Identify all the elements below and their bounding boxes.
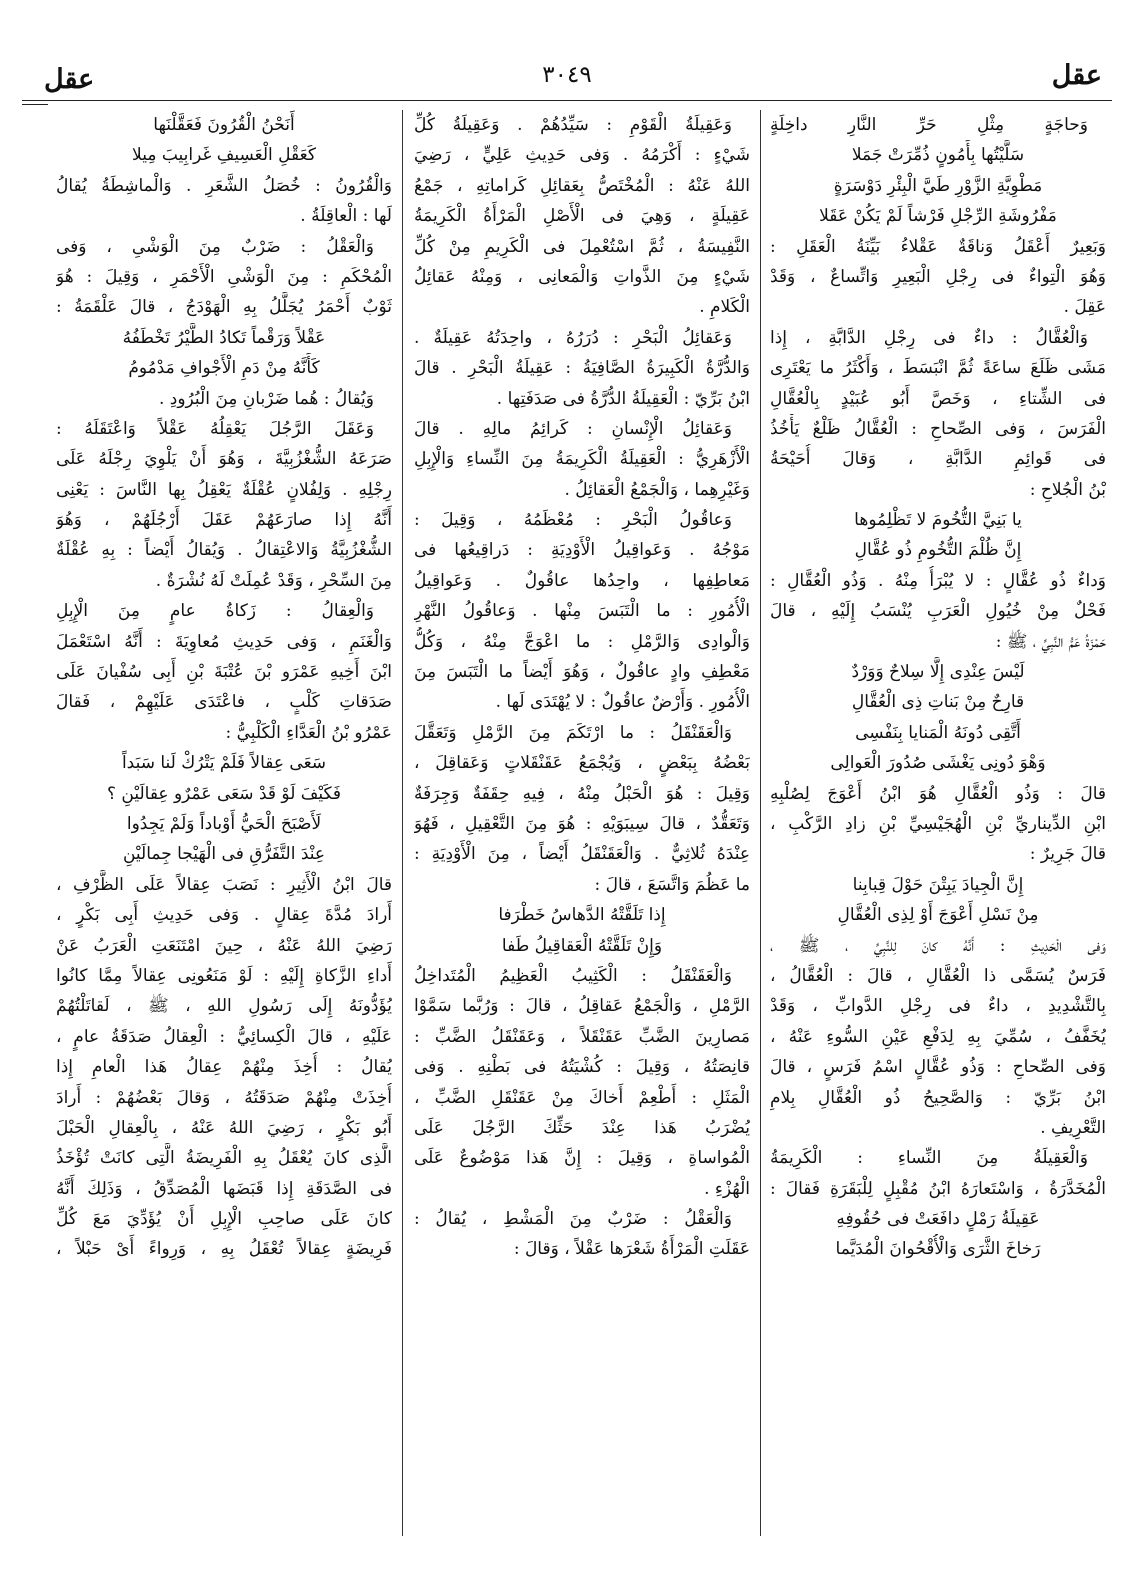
verse-line: لَيْسَ عِنْدِى إِلَّا سِلاحٌ وَوَرْدٌ bbox=[851, 662, 1025, 683]
text-line: وَالْعَقْلُ : ضَرْبٌ مِنَ الْوَشْىِ ، وَفى bbox=[56, 236, 374, 257]
text-line: بِالتَّشْدِيدِ ، داءٌ فى رِجْلِ الدَّوابِّ ، وَقَدْ bbox=[770, 996, 1106, 1017]
text-line: ما عَظُمَ وَاتَّسَعَ ، قالَ : bbox=[594, 874, 750, 895]
verse-line: مِنْ نَسْلِ أَعْوَجَ أَوْ لِذِى الْعُقَّالِ bbox=[837, 905, 1039, 926]
text-line: الْمَثَلِ : أَطْعِمْ أَخاكَ مِنْ عَقَنْقَلِ الضَّبِّ ، bbox=[414, 1087, 750, 1108]
text-line: وَالْعَقِيلَةُ مِنَ النِّساءِ : الْكَرِيمَةُ bbox=[770, 1148, 1088, 1169]
text-line: وَالْعُقَّالُ : داءٌ فى رِجْلِ الدَّابَّةِ ، إِذا bbox=[770, 327, 1088, 348]
text-line: يُضْرَبُ هَذا عِنْدَ حَثِّكَ الرَّجُلَ عَلَى bbox=[414, 1117, 750, 1138]
text-line: الشُّغْزُبِيَّةُ وَالاعْتِقالُ . وَيُقالُ أَيْضاً : بِهِ عُقْلَةٌ bbox=[56, 540, 392, 561]
verse-line: وَإِنْ تَلَقَّتْهُ الْعَقاقِيلُ طَفا bbox=[501, 935, 663, 956]
verse-line: أَنَحْنُ الْقُرُونَ فَعَقَّلْنَها bbox=[153, 115, 295, 135]
verse-line: عِنْدَ التَّفَرُّقِ فى الْهَيْجا جِمالَيْنِ bbox=[122, 844, 326, 865]
verse-line: وَهْوَ دُونِى يَغْشَى صُدُورَ الْعَوالِى bbox=[830, 753, 1046, 774]
text-line: فَرِيضَةٍ عِقالاً تُعْقَلُ بِهِ ، وَرِواءً أَىْ حَبْلاً ، bbox=[56, 1239, 392, 1260]
text-line: وَتَعَقُّدٌ ، قالَ سِيبَوَيْهِ : هُوَ مِنَ التَّعْقِيلِ ، فَهُوَ bbox=[414, 813, 750, 834]
text-line: عِنْدَهُ ثُلاثِيٌّ . وَالْعَقَنْقَلُ أَيْضاً ، مِنَ الْأَوْدِيَةِ : bbox=[414, 844, 750, 865]
text-line: وَبَعِيرٌ أَعْقَلُ وَناقَةٌ عَقْلاءُ بَيِّنَةُ الْعَقَلِ : bbox=[770, 236, 1106, 257]
text-line: وَالْوادِى وَالرَّمْلِ : ما اعْوَجَّ مِنْهُ ، وَكُلُّ bbox=[414, 631, 750, 652]
text-line: الْمُحْكَمِ : مِنَ الْوَشْىِ الْأَحْمَرِ ، وَقِيلَ : هُوَ bbox=[56, 266, 392, 287]
text-line: فَحْلٌ مِنْ خُيُولِ الْعَرَبِ يُنْسَبُ إِلَيْهِ ، قالَ bbox=[770, 601, 1106, 622]
dictionary-page bbox=[22, 48, 1112, 1558]
text-line: فى قَوائِمِ الدَّابَّةِ ، وَقالَ أُحَيْحَةُ bbox=[770, 449, 1106, 470]
text-line: الْمُخَدَّرَةُ ، وَاسْتَعارَهُ ابْنُ مُقْبِلٍ لِلْبَقَرَةِ فَقالَ : bbox=[770, 1178, 1106, 1199]
verse-line: قارِحٌ مِنْ بَناتِ ذِى الْعُقَّالِ bbox=[851, 692, 1025, 713]
text-line: عَقِيلَةٍ ، وَهِيَ فى الْأَصْلِ الْمَرْأَةُ الْكَرِيمَةُ bbox=[414, 206, 750, 227]
verse-line: عَقْلاً وَرَقْماً تَكادُ الطَّيْرُ تَخْطَفُهُ bbox=[122, 327, 326, 348]
text-line: وَعَقَلَ الرَّجُلَ يَعْقِلُهُ عَقْلاً وَاعْتَقَلَهُ : bbox=[56, 418, 374, 439]
header-rule-tick bbox=[22, 104, 48, 105]
text-line: فَرَسٌ يُسَمَّى ذا الْعُقَّالِ ، قالَ : الْعُقَّالُ ، bbox=[770, 965, 1106, 986]
verse-line: كَأَنَّهُ مِنْ دَمِ الْأَجْوافِ مَدْمُومُ bbox=[128, 358, 320, 379]
text-line: مَعاطِفِها ، واحِدُها عاقُولٌ . وَعَواقِيلُ bbox=[414, 570, 750, 591]
text-line: ابْنُ بَرِّيّ : الْعَقِيلَةُ الدُّرَّةُ فى صَدَفَتِها . bbox=[496, 388, 750, 409]
text-line: أَداءِ الزَّكاةِ إِلَيْهِ : لَوْ مَنَعُونِى عِقالاً مِمَّا كانُوا bbox=[56, 965, 392, 986]
text-line: عَقِلَ . bbox=[1063, 297, 1106, 318]
verse-line: عَقِيلَةُ رَمْلٍ دافَعَتْ فى حُقُوفِهِ bbox=[836, 1209, 1040, 1230]
text-line: قالَ ابْنُ الْأَثِيرِ : نَصَبَ عِقالاً عَلَى الظَّرْفِ ، bbox=[56, 874, 392, 895]
text-line: شَيْءٍ مِنَ الذَّواتِ وَالْمَعانِى ، وَمِنْهُ عَقائِلُ bbox=[414, 266, 750, 287]
verse-line: سَلَّيْتُها بِأَمُونٍ ذُمِّرَتْ جَمَلا bbox=[851, 145, 1025, 166]
text-line: ابْنَ أَخِيهِ عَمْرَو بْنَ عُتْبَةَ بْنِ أَبِى سُفْيانَ عَلَى bbox=[56, 662, 392, 683]
text-line: عَمْرُو بْنُ الْعَدَّاءِ الْكَلْبِيُّ : bbox=[225, 722, 392, 743]
running-head-right: عقل bbox=[1051, 60, 1102, 91]
text-line: وَفى الْحَدِيثِ : أَنَّهُ كانَ لِلنَّبِيِّ ، ﷺ ، bbox=[770, 935, 1106, 956]
text-line: يُؤَدُّونَهُ إِلَى رَسُولِ اللهِ ، ﷺ ، لَقاتَلْتُهُمْ bbox=[56, 996, 392, 1017]
text-line: الْهُزْءِ . bbox=[704, 1178, 750, 1199]
text-line: بَعْضُهُ بِبَعْضٍ ، وَيُجْمَعُ عَقَنْقَلاتٍ وَعَقاقِلَ ، bbox=[414, 753, 750, 774]
text-line: اللهُ عَنْهُ : الْمُخْتَصُّ بِعَقائِلِ كَراماتِهِ ، جَمْعُ bbox=[414, 175, 750, 196]
text-line: وَعَقائِلُ الْإِنْسانِ : كَرائِمُ مالِهِ . قالَ bbox=[414, 418, 732, 439]
verse-line: رَخاخَ الثَّرَى وَالْأُقْحُوانَ الْمُدَيَّما bbox=[835, 1239, 1041, 1260]
text-line: الْمُواساةِ ، وَقِيلَ : إِنَّ هَذا مَوْضُوعٌ عَلَى bbox=[414, 1148, 750, 1169]
text-line: وَالْعَقْلُ : ضَرْبٌ مِنَ الْمَشْطِ ، يُقالُ : bbox=[414, 1209, 732, 1230]
text-line: وَحاجَةٍ مِثْلِ حَرِّ النَّارِ داخِلَةٍ bbox=[770, 115, 1088, 135]
text-line: عَلَيْهِ ، قالَ الْكِسائِيُّ : الْعِقالُ صَدَقَةُ عامٍ ، bbox=[56, 1026, 392, 1047]
text-line: الَّذِى كانَ يُعْقَلُ بِهِ الْفَرِيضَةُ الَّتِى كانَتْ تُؤْخَذُ bbox=[56, 1148, 392, 1169]
column-divider bbox=[760, 110, 761, 1536]
column-left bbox=[56, 110, 392, 1558]
column-right bbox=[770, 110, 1106, 1558]
text-line: الْأُمُورِ : ما الْتَبَسَ مِنْها . وَعاقُولُ النَّهْرِ bbox=[414, 601, 750, 622]
text-line: يُخَفَّفُ ، سُمِّيَ بِهِ لِدَفْعِ عَيْنِ السُّوءِ عَنْهُ ، bbox=[770, 1026, 1106, 1047]
text-line: وَالْقُرُونُ : خُصَلُ الشَّعَرِ . وَالْماشِطَةُ يُقالُ bbox=[56, 175, 392, 196]
text-line: فى الصَّدَقَةِ إِذا قَبَضَها الْمُصَدِّقُ ، وَذَلِكَ أَنَّهُ bbox=[56, 1178, 392, 1199]
running-head-left: عقل bbox=[44, 64, 95, 95]
text-line: لَها : الْعاقِلَةُ . bbox=[300, 206, 392, 227]
text-line: وَعاقُولُ الْبَحْرِ : مُعْظَمُهُ ، وَقِيلَ : bbox=[414, 510, 732, 531]
text-line: مَصارِينَ الضَّبِّ عَقَنْقَلاً ، وَعَقَنْقَلُ الضَّبِّ : bbox=[414, 1026, 750, 1047]
text-line: قالَ جَرِيرٌ : bbox=[1029, 844, 1106, 865]
text-line: ابْنِ الدِّيناريِّ بْنِ الْهُجَيْسِيِّ بْنِ زادِ الرَّكْبِ ، bbox=[770, 813, 1106, 834]
text-line: وَغَيْرِهِما ، وَالْجَمْعُ الْعَقائِلُ . bbox=[564, 479, 750, 500]
text-line: مِنَ السِّحْرِ ، وَقَدْ عُمِلَتْ لَهُ نُشْرَةٌ . bbox=[155, 570, 392, 591]
text-line: وَهُوَ الْتِواءٌ فى رِجْلِ الْبَعِيرِ وَاتِّساعٌ ، وَقَدْ bbox=[770, 266, 1106, 287]
text-line: الْأَزْهَرِيُّ : الْعَقِيلَةُ الْكَرِيمَةُ مِنَ النِّساءِ وَالْإِبِلِ bbox=[414, 449, 750, 470]
text-line: أَبُو بَكْرٍ ، رَضِيَ اللهُ عَنْهُ ، بِالْعِقالِ الْحَبْلَ bbox=[56, 1117, 392, 1138]
verse-line: إِنَّ الْجِيادَ يَبِتْنَ حَوْلَ قِبابِنا bbox=[852, 874, 1024, 895]
text-line: قالَ : وَذُو الْعُقَّالِ هُوَ ابْنُ أَعْوَجَ لِصُلْبِهِ bbox=[770, 783, 1106, 804]
verse-line: سَعَى عِقالاً فَلَمْ يَتْرُكْ لَنا سَبَداً bbox=[121, 753, 327, 774]
text-line: مَوْجُهُ . وَعَواقِيلُ الْأَوْدِيَةِ : دَراقِيعُها فى bbox=[414, 540, 750, 561]
page-number: ٣٠٤٩ bbox=[542, 62, 592, 88]
text-line: صَرَعَهُ الشُّغْزُبِيَّةَ ، وَهُوَ أَنْ يَلْوِيَ رِجْلَهُ عَلَى bbox=[56, 449, 392, 470]
text-line: وَالْعَقَنْقَلُ : الْكَثِيبُ الْعَظِيمُ الْمُتَداخِلُ bbox=[414, 965, 732, 986]
text-line: وَعَقِيلَةُ الْقَوْمِ : سَيِّدُهُمْ . وَعَقِيلَةُ كُلِّ bbox=[414, 115, 732, 135]
verse-line: مَطْوِيَّةِ الزَّوْرِ طَيَّ الْبِئْرِ دَوْسَرَةٍ bbox=[833, 175, 1043, 196]
text-line: الْفَرَسَ ، وَفى الصِّحاحِ : الْعُقَّالُ ظَلْعٌ يَأْخُذُ bbox=[770, 418, 1106, 439]
verse-line: فَكَيْفَ لَوْ قَدْ سَعَى عَمْرٌو عِقالَيْنِ ؟ bbox=[106, 783, 342, 804]
text-line: ابْنُ بَرِّيّ : وَالصَّحِيحُ ذُو الْعُقَّالِ بِلامِ bbox=[770, 1087, 1106, 1108]
text-line: النَّفِيسَةُ ، ثُمَّ اسْتُعْمِلَ فى الْكَرِيمِ مِنْ كُلِّ bbox=[414, 236, 750, 257]
text-line: مَشَى ظَلَعَ ساعَةً ثُمَّ انْبَسَطَ ، وَأَكْثَرُ ما يَعْتَرِى bbox=[770, 358, 1106, 379]
text-line: وَداءٌ ذُو عُقَّالٍ : لا يُبْرَأُ مِنْهُ . وَذُو الْعُقَّالِ : bbox=[770, 570, 1106, 591]
text-line: الْأُمُورِ . وَأَرْضٌ عاقُولٌ : لا يُهْتَدَى لَها . bbox=[495, 692, 750, 713]
text-line: وَيُقالُ : هُما ضَرْبانِ مِنَ الْبُرُودِ . bbox=[158, 388, 374, 409]
text-line: وَالدُّرَّةُ الْكَبِيرَةُ الصَّافِيَةُ : عَقِيلَةُ الْبَحْرِ . قالَ bbox=[414, 358, 750, 379]
verse-line: إِنَّ ظُلْمَ التُّخُومِ ذُو عُقَّالِ bbox=[854, 540, 1022, 561]
text-line: وَعَقائِلُ الْبَحْرِ : دُرَرُهُ ، واحِدَتُهُ عَقِيلَةٌ . bbox=[414, 327, 732, 348]
page-header bbox=[22, 48, 1112, 95]
text-line: أُخِذَتْ مِنْهُمْ صَدَقَتُهُ ، وَقالَ بَعْضُهُمْ : أَرادَ bbox=[56, 1087, 392, 1108]
verse-line: كَعَقْلِ الْعَسِيفِ غَرابِيبَ مِيلا bbox=[132, 145, 316, 166]
text-line: بْنُ الْجُلاحِ : bbox=[1029, 479, 1106, 500]
column-divider bbox=[402, 110, 403, 1536]
text-columns bbox=[26, 110, 1108, 1558]
text-line: وَالْعَقَنْقَلُ : ما ارْتَكَمَ مِنَ الرَّمْلِ وَتَعَقَّلَ bbox=[414, 722, 732, 743]
text-line: حَمْزَةُ عَمُّ النَّبِيِّ ، ﷺ : bbox=[995, 631, 1106, 652]
text-line: ثَوْبٌ أَحْمَرُ يُجَلَّلُ بِهِ الْهَوْدَجُ ، قالَ عَلْقَمَةُ : bbox=[56, 297, 392, 318]
column-middle bbox=[414, 110, 750, 1558]
verse-line: يا بَنِيَّ التُّخُومَ لا تَظْلِمُوها bbox=[854, 510, 1022, 531]
verse-line: مَفْرُوشَةِ الرِّجْلِ فَرْشاً لَمْ يَكُنْ عَقَلا bbox=[819, 206, 1057, 227]
text-line: أَرادَ مُدَّةَ عِقالٍ . وَفى حَدِيثِ أَبِى بَكْرٍ ، bbox=[56, 905, 392, 926]
text-line: وَفى الصِّحاحِ : وَذُو عُقَّالٍ اسْمُ فَرَسٍ ، قالَ bbox=[770, 1057, 1106, 1078]
text-line: الرَّمْلِ ، وَالْجَمْعُ عَقاقِلُ ، قالَ : وَرُبَّما سَمَّوْا bbox=[414, 996, 750, 1017]
text-line: وَقِيلَ : هُوَ الْحَبْلُ مِنْهُ ، فِيهِ حِقَفَةٌ وَجِرَفَةٌ bbox=[414, 783, 750, 804]
text-line: الْكَلامِ . bbox=[699, 297, 750, 318]
text-line: رِجْلِهِ . وَلِفُلانٍ عُقْلَةٌ يَعْقِلُ بِها النَّاسَ : يَعْنِى bbox=[56, 479, 392, 500]
text-line: أَنَّهُ إِذا صارَعَهُمْ عَقَلَ أَرْجُلَهُمْ ، وَهُوَ bbox=[56, 510, 392, 531]
text-line: التَّعْرِيفِ . bbox=[1040, 1117, 1106, 1138]
text-line: مَعْطِفِ وادٍ عاقُولٌ ، وَهُوَ أَيْضاً ما الْتَبَسَ مِنَ bbox=[414, 662, 750, 683]
text-line: يُقالُ : أُخِذَ مِنْهُمْ عِقالُ هَذا الْعامِ إِذا bbox=[56, 1057, 392, 1078]
header-rule bbox=[22, 100, 1112, 101]
text-line: فى الشِّتاءِ ، وَخَصَّ أَبُو عُبَيْدٍ بِالْعُقَّالِ bbox=[770, 388, 1106, 409]
verse-line: إِذا تَلَقَّتْهُ الدَّهاسُ خَطْرَفا bbox=[498, 905, 666, 926]
text-line: قانِصَتُهُ ، وَقِيلَ : كُشْيَتُهُ فى بَطْنِهِ . وَفى bbox=[414, 1057, 750, 1078]
text-line: عَقَلَتِ الْمَرْأَةُ شَعْرَها عَقْلاً ، وَقالَ : bbox=[513, 1239, 750, 1260]
text-line: وَالْغَنَمِ ، وَفى حَدِيثِ مُعاوِيَةَ : أَنَّهُ اسْتَعْمَلَ bbox=[56, 631, 392, 652]
verse-line: لَأَصْبَحَ الْحَيُّ أَوْباداً وَلَمْ يَجِدُوا bbox=[126, 813, 322, 834]
verse-line: أَتَّقِى دُونَهُ الْمَنايا بِنَفْسِى bbox=[855, 722, 1021, 743]
text-line: صَدَقاتِ كَلْبٍ ، فاعْتَدَى عَلَيْهِمْ ، فَقالَ bbox=[56, 692, 392, 713]
text-line: رَضِيَ اللهُ عَنْهُ ، حِينَ امْتَنَعَتِ الْعَرَبُ عَنْ bbox=[56, 935, 392, 956]
text-line: شَيْءٍ : أَكْرَمُهُ . وَفى حَدِيثِ عَلِيٍّ ، رَضِيَ bbox=[414, 145, 750, 166]
text-line: كانَ عَلَى صاحِبِ الْإِبِلِ أَنْ يُؤَدِّيَ مَعَ كُلِّ bbox=[56, 1209, 392, 1230]
text-line: وَالْعِقالُ : زَكاةُ عامٍ مِنَ الْإِبِلِ bbox=[56, 601, 374, 622]
